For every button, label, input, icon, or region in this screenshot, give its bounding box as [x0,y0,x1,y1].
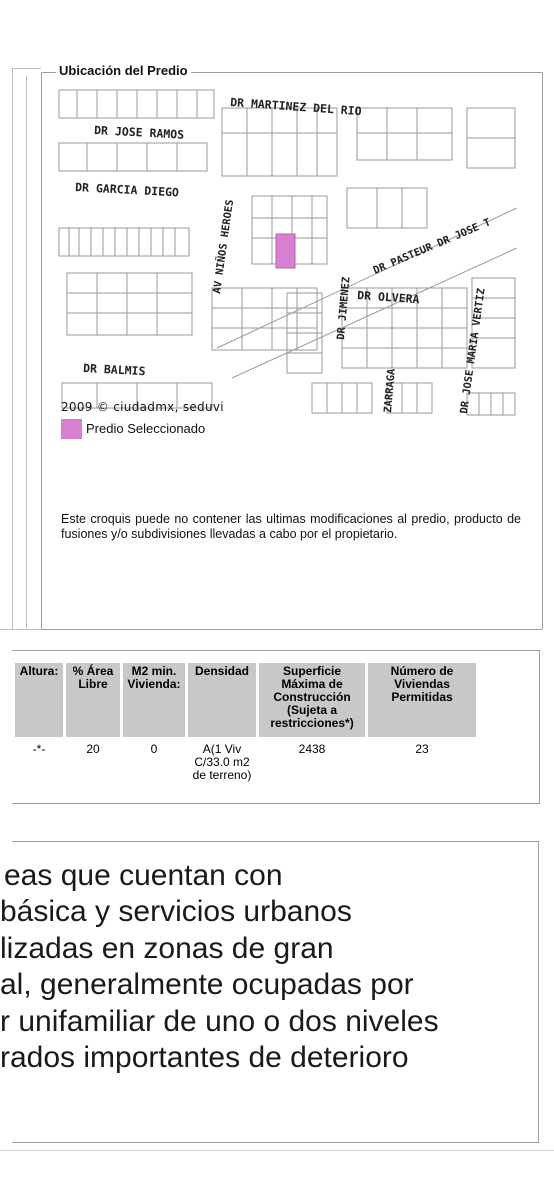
description-line: rados importantes de deterioro [0,1040,409,1074]
street-label-zarraga: ZARRAGA [382,368,398,414]
header-m2-min: M2 min. Vivienda: [123,663,185,737]
cell-altura: -*- [32,742,46,756]
header-superficie: Superficie Máxima de Construcción (Sujeta a restricciones*) [259,663,365,737]
location-legend: Ubicación del Predio [56,63,191,78]
cell-densidad: A(1 Viv C/33.0 m2 de terreno) [192,742,252,782]
header-numero-viviendas: Número de Viviendas Permitidas [368,663,476,737]
description-line: eas que cuentan con [4,859,283,892]
header-densidad: Densidad [188,663,256,737]
map-copyright: 2009 © ciudadmx, seduvi [61,400,224,414]
header-area-libre: % Área Libre [66,663,120,737]
left-panel-top-border [12,68,41,69]
description-line: al, generalmente ocupadas por [0,968,414,1002]
cell-numero-viviendas: 23 [415,742,429,756]
street-label-jose-ramos: DR JOSE RAMOS [93,123,185,142]
top-blank [0,0,554,60]
zone-description [0,858,554,1076]
street-label-olvera: DR OLVERA [356,288,420,307]
cell-area-libre: 20 [86,742,100,756]
cell-superficie: 2438 [298,742,326,756]
header-altura: Altura: [15,663,63,737]
street-label-jimenez: DR JIMENEZ [335,276,353,341]
left-panel-border [12,68,13,630]
description-line: básica y servicios urbanos [0,895,352,929]
table-row [15,737,476,783]
bottom-blank [0,1150,554,1201]
description-line: lizadas en zonas de gran [0,931,334,965]
map-disclaimer: Este croquis puede no contener las ultimas modificaciones al predio, producto de fusiones y/o subdivisiones llevadas a cabo por el propietario. [61,512,521,541]
description-line: r unifamiliar de uno o dos niveles [0,1004,439,1038]
inner-left-border [26,76,27,628]
zoning-table [12,663,479,783]
street-label-balmis: DR BALMIS [82,361,146,379]
cell-m2-min: 0 [150,742,158,756]
street-label-martinez-del-rio: DR MARTINEZ DEL RIO [229,95,363,119]
table-header-row [15,663,476,737]
map-svg [57,88,517,416]
selected-parcel[interactable] [276,234,295,268]
street-label-pasteur: DR PASTEUR DR JOSE T [371,216,493,277]
street-label-garcia-diego: DR GARCIA DIEGO [74,180,180,200]
selected-parcel-swatch [61,419,82,439]
selected-parcel-label: Predio Seleccionado [86,421,206,436]
location-map[interactable] [57,88,517,416]
street-label-ninos-heroes: AV NIÑOS HEROES [211,198,237,295]
street-label-jose-maria-vertiz: DR JOSE MARIA VERTIZ [458,287,488,415]
